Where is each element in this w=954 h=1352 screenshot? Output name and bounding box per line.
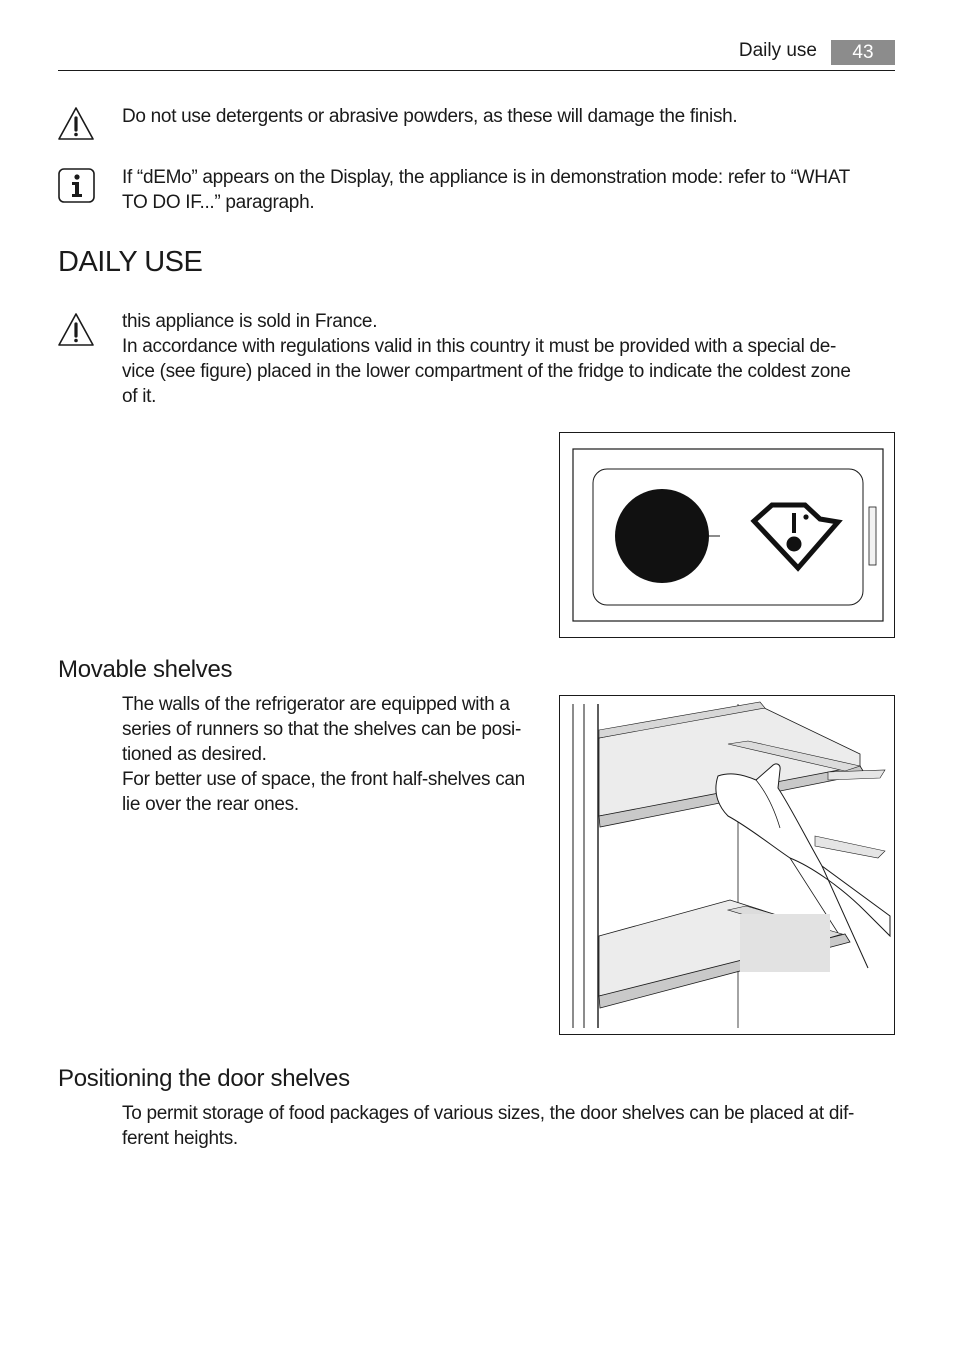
- note-demo-text: [122, 165, 912, 215]
- movable-shelves-figure: [559, 695, 895, 1035]
- running-section-title: Daily use: [738, 40, 817, 61]
- movable-shelves-line-2: series of runners so that the shelves can be posi-: [122, 719, 522, 740]
- door-shelves-line-2: ferent heights.: [122, 1128, 238, 1149]
- movable-shelves-line-4: For better use of space, the front half-shelves can: [122, 769, 525, 790]
- movable-shelves-line-3: tioned as desired.: [122, 744, 267, 765]
- info-icon: [58, 168, 96, 204]
- page-number: 43: [831, 40, 895, 65]
- daily-use-warning-line-4: of it.: [122, 386, 157, 407]
- warning-triangle-icon: [57, 106, 95, 142]
- door-shelves-line-1: To permit storage of food packages of various sizes, the door shelves can be placed at dif-: [122, 1103, 855, 1124]
- movable-shelves-line-1: The walls of the refrigerator are equipped with a: [122, 694, 510, 715]
- header-rule: [58, 70, 895, 71]
- note-demo-line-2: TO DO IF...” paragraph.: [122, 192, 315, 213]
- section-title-daily-use: DAILY USE: [58, 246, 203, 278]
- note-demo-line-1: If “dEMo” appears on the Display, the appliance is in demonstration mode: refer to “WHAT: [122, 167, 850, 188]
- daily-use-warning-text: [122, 309, 912, 409]
- section-title-door-shelves: Positioning the door shelves: [58, 1065, 350, 1092]
- section-title-movable-shelves: Movable shelves: [58, 656, 233, 683]
- temperature-indicator-figure: [559, 432, 895, 638]
- movable-shelves-line-5: lie over the rear ones.: [122, 794, 299, 815]
- warning-triangle-icon: [57, 312, 95, 348]
- note-detergent-text: Do not use detergents or abrasive powders, as these will damage the finish.: [122, 106, 738, 127]
- daily-use-warning-line-3: vice (see figure) placed in the lower compartment of the fridge to indicate the coldest zone: [122, 361, 851, 382]
- daily-use-warning-line-2: In accordance with regulations valid in this country it must be provided with a special de-: [122, 336, 837, 357]
- daily-use-warning-line-1: this appliance is sold in France.: [122, 311, 378, 332]
- movable-shelves-text: [122, 692, 552, 817]
- door-shelves-text: [122, 1101, 912, 1151]
